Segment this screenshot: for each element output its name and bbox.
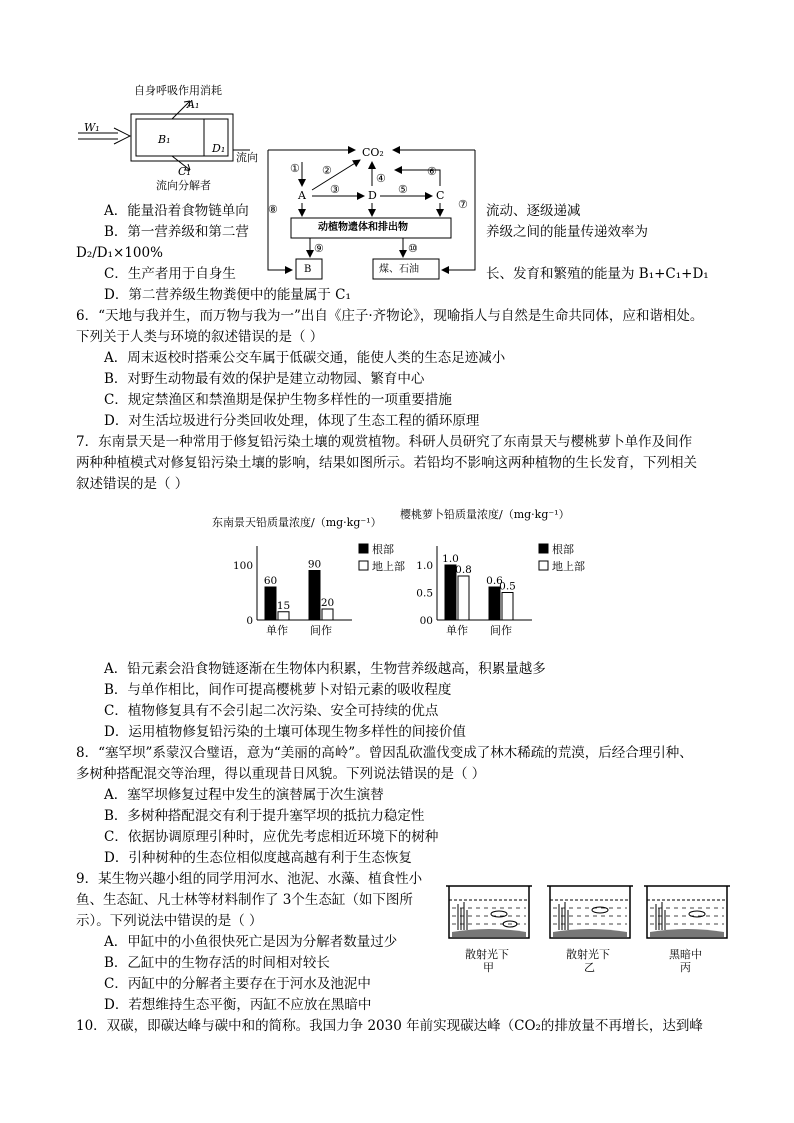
q8-stem-line2: 多树种搭配混交等治理，得以重现昔日风貌。下列说法错误的是（ ） (76, 766, 486, 782)
legend-swatch (539, 561, 548, 570)
x-tick-label: 间作 (310, 624, 332, 637)
fossil-node: 煤、石油 (379, 264, 419, 275)
x-tick-label: 间作 (490, 624, 512, 637)
q8-option-d: D．引种树种的生态位相似度越高越有利于生态恢复 (104, 850, 412, 866)
q6-option-c: C．规定禁渔区和禁渔期是保护生物多样性的一项重要措施 (104, 392, 452, 408)
label-3: ③ (330, 183, 340, 196)
chart1-plot (225, 540, 405, 650)
label-8: ⑧ (268, 203, 278, 216)
node-a: A (298, 189, 306, 202)
node-c: C (436, 189, 445, 202)
label-9: ⑨ (314, 242, 324, 255)
q9-option-c: C．丙缸中的分解者主要存在于河水及池泥中 (104, 976, 371, 992)
q5-option-b-right: 养级之间的能量传递效率为 (486, 224, 648, 240)
carbon-cycle-lines (0, 0, 500, 290)
w1-label: W₁ (84, 121, 100, 134)
legend-swatch (539, 544, 548, 553)
bar-value-label: 0.6 (486, 575, 503, 587)
q6-option-b: B．对野生动物最有效的保护是建立动物园、繁育中心 (104, 371, 425, 387)
y-tick-label: 0.5 (416, 587, 433, 600)
bar (309, 571, 320, 621)
q6-stem-line1: 6．“天地与我并生，而万物与我为一”出自《庄子·齐物论》，现喻指人与自然是生命共同体，应和谐相处。 (76, 308, 704, 324)
d1-label: D₁ (212, 142, 226, 155)
q7-option-a: A．铅元素会沿食物链逐渐在生物体内积累，生物营养级越高，积累量越多 (104, 661, 546, 677)
q6-option-d: D．对生活垃圾进行分类回收处理，体现了生态工程的循环原理 (104, 413, 480, 429)
a1-label: A₁ (187, 98, 200, 111)
remains-node: 动植物遗体和排出物 (318, 222, 408, 233)
q5-option-b-cont: D₂/D₁×100% (76, 245, 163, 261)
bar-value-label: 0.8 (455, 564, 472, 576)
tank-yi-drawing (545, 884, 635, 944)
q5-option-b-left: B．第一营养级和第二营 (104, 224, 249, 240)
bar-value-label: 0.5 (499, 580, 516, 593)
bar (278, 612, 289, 620)
q6-stem-line2: 下列关于人类与环境的叙述错误的是（ ） (76, 329, 324, 345)
q5-option-d: D．第二营养级生物粪便中的能量属于 C₁ (104, 287, 351, 303)
y-tick-label: 0 (246, 615, 253, 627)
q9-option-a: A．甲缸中的小鱼很快死亡是因为分解者数量过少 (104, 934, 398, 950)
bar (458, 576, 469, 620)
chart2-title: 樱桃萝卜铅质量浓度/（mg·kg⁻¹） (400, 508, 570, 521)
label-10: ⑩ (408, 242, 418, 255)
co2-node: CO₂ (362, 146, 384, 159)
legend-label: 地上部 (552, 560, 585, 573)
q8-option-b: B．多树种搭配混交有利于提升塞罕坝的抵抗力稳定性 (104, 808, 425, 824)
label-5: ⑤ (398, 183, 408, 196)
respiration-label: 自身呼吸作用消耗 (134, 84, 222, 97)
legend-swatch (359, 561, 368, 570)
node-d: D (368, 189, 377, 202)
q6-option-a: A．周末返校时搭乘公交车属于低碳交通，能使人类的生态足迹减小 (104, 350, 506, 366)
bar (502, 593, 513, 621)
y-tick-label: 100 (232, 560, 253, 572)
tank-bing-name: 丙 (680, 961, 691, 974)
chart1-title: 东南景天铅质量浓度/（mg·kg⁻¹） (212, 516, 382, 529)
q5-option-c-right: 长、发育和繁殖的能量为 B₁+C₁+D₁ (486, 266, 709, 282)
y-tick-label: 00 (419, 615, 433, 627)
legend-label: 地上部 (372, 560, 405, 573)
tank-yi-name: 乙 (584, 961, 595, 974)
tank-bing-condition: 黑暗中 (669, 948, 702, 961)
bar (322, 609, 333, 620)
tank-jia-name: 甲 (483, 961, 494, 974)
x-tick-label: 单作 (446, 624, 468, 637)
q5-option-a-right: 流动、逐级递减 (486, 203, 581, 219)
decomposer-label: 流向分解者 (156, 179, 211, 192)
flow-next-label: 流向 (236, 151, 258, 164)
label-1: ① (290, 162, 300, 175)
q8-option-c: C．依据协调原理引种时，应优先考虑相近环境下的树种 (104, 829, 439, 845)
tank-yi-condition: 散射光下 (566, 948, 610, 961)
q5-option-a-left: A．能量沿着食物链单向 (104, 203, 249, 219)
legend-label: 根部 (372, 543, 394, 556)
q9-stem-line3: 示）。下列说法中错误的是（ ） (76, 913, 263, 929)
bar-value-label: 60 (263, 575, 278, 587)
q7-option-d: D．运用植物修复铅污染的土壤可体现生物多样性的间接价值 (104, 724, 466, 740)
q7-option-c: C．植物修复具有不会引起二次污染、安全可持续的优点 (104, 703, 439, 719)
q7-stem-line2: 两种种植模式对修复铅污染土壤的影响，结果如图所示。若铅均不影响这两种植物的生长发育，下列相关 (76, 455, 697, 471)
q10-stem-line1: 10．双碳，即碳达峰与碳中和的简称。我国力争 2030 年前实现碳达峰（CO₂的排放量不再增长，达到峰 (76, 1018, 703, 1034)
label-4: ④ (376, 172, 386, 185)
tank-jia-condition: 散射光下 (465, 948, 509, 961)
tank-jia-drawing (444, 884, 534, 944)
q5-option-c-left: C．生产者用于自身生 (104, 266, 236, 282)
bar-value-label: 1.0 (442, 553, 459, 565)
node-b: B (304, 264, 312, 275)
q8-option-a: A．塞罕坝修复过程中发生的演替属于次生演替 (104, 787, 384, 803)
label-6: ⑥ (427, 165, 437, 178)
bar (265, 587, 276, 620)
q9-stem-line1: 9．某生物兴趣小组的同学用河水、池泥、水藻、植食性小 (76, 871, 423, 887)
q8-stem-line1: 8．“塞罕坝”系蒙汉合璧语，意为“美丽的高岭”。曾因乱砍滥伐变成了林木稀疏的荒漠，后经合理引种、 (76, 745, 693, 761)
bar-value-label: 15 (276, 599, 291, 612)
q9-option-b: B．乙缸中的生物存活的时间相对较长 (104, 955, 330, 971)
q7-stem-line1: 7．东南景天是一种常用于修复铅污染土壤的观赏植物。科研人员研究了东南景天与樱桃萝卜单作及间作 (76, 434, 693, 450)
chart2-plot (405, 540, 590, 650)
b1-label: B₁ (158, 133, 171, 146)
q7-stem-line3: 叙述错误的是（ ） (76, 476, 189, 492)
legend-swatch (359, 544, 368, 553)
c1-label: C₁ (178, 165, 191, 178)
legend-label: 根部 (552, 543, 574, 556)
bar-value-label: 20 (320, 597, 335, 609)
q9-option-d: D．若想维持生态平衡，丙缸不应放在黑暗中 (104, 997, 372, 1013)
x-tick-label: 单作 (266, 624, 288, 637)
label-2: ② (322, 164, 332, 177)
q7-option-b: B．与单作相比，间作可提高樱桃萝卜对铅元素的吸收程度 (104, 682, 452, 698)
y-tick-label: 1.0 (416, 560, 433, 572)
tank-bing-drawing (642, 884, 732, 944)
q9-stem-line2: 鱼、生态缸、凡士林等材料制作了 3个生态缸（如下图所 (76, 892, 413, 908)
label-7: ⑦ (458, 198, 468, 211)
bar-value-label: 90 (307, 558, 322, 571)
